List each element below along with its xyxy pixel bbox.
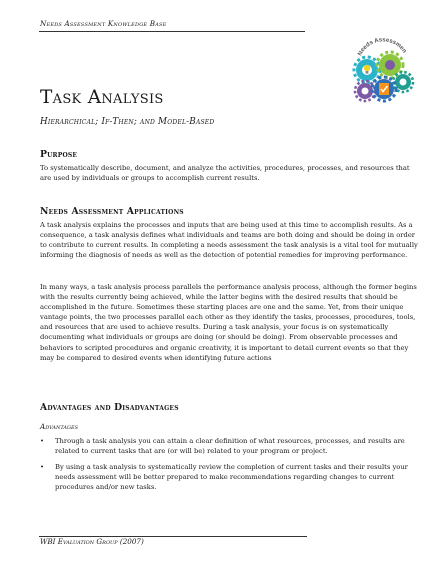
page-subtitle: Hierarchical; If-Then; and Model-Based <box>40 117 215 127</box>
list-item <box>40 462 422 492</box>
list-item <box>40 436 422 456</box>
bullet-icon: • <box>40 437 44 445</box>
applications-heading: Needs Assessment Applications <box>40 206 184 217</box>
applications-paragraph-2: In many ways, a task analysis process parallels the performance analysis process, although the former begins with the results currently being achieved, while the latter begins with the desired results that should be accomplished in the future. Sometimes these starting places are one and the same. Yet, from their unique vantage points, the two processes parallel each other as they identify the tasks, processes, procedures, tools, and resources that are used to achieve results. During a task analysis, your focus is on systematically documenting what individuals or groups are doing (or should be doing). From observable processes and behaviors to scripted procedures and organic creativity, it is important to detail current events so that they may be compared to desired events when identifying future actions <box>40 283 417 362</box>
applications-paragraph-1: A task analysis explains the processes and inputs that are being used at this time to accomplish results. As a consequence, a task analysis defines what individuals and teams are both doing and should be doing in order to contribute to current results. In completing a needs assessment the task analysis is a vital tool for mutually informing the diagnosis of needs as well as the detection of potential remedies for improving performance. <box>40 221 418 260</box>
list-item-text: By using a task analysis to systematically review the completion of current tasks and their results your needs assessment will be better prepared to make recommendations regarding changes to current procedures and/or new tasks. <box>55 463 408 492</box>
green-gear-icon <box>377 52 403 78</box>
purpose-heading: Purpose <box>40 149 78 160</box>
running-header: Needs Assessment Knowledge Base <box>40 19 167 28</box>
page-title: Task Analysis <box>40 87 164 108</box>
list-item-text: Through a task analysis you can attain a clear definition of what resources, processes, and results are related to current tasks that are (or will be) related to your program or project. <box>55 437 405 456</box>
footer-credit: WBI Evaluation Group (2007) <box>40 537 144 546</box>
checklist-icon <box>379 83 389 95</box>
purpose-text: To systematically describe, document, and analyze the activities, procedures, processes, and resources that are used by individuals or groups to accomplish current results. <box>40 164 410 183</box>
logo-label-path: Needs Assessmen <box>357 37 408 57</box>
header-rule <box>39 31 305 32</box>
needs-assessment-logo <box>347 36 415 108</box>
advantages-heading: Advantages and Disadvantages <box>40 402 179 413</box>
bullet-icon: • <box>40 463 44 471</box>
advantages-subheading: Advantages <box>40 422 79 431</box>
